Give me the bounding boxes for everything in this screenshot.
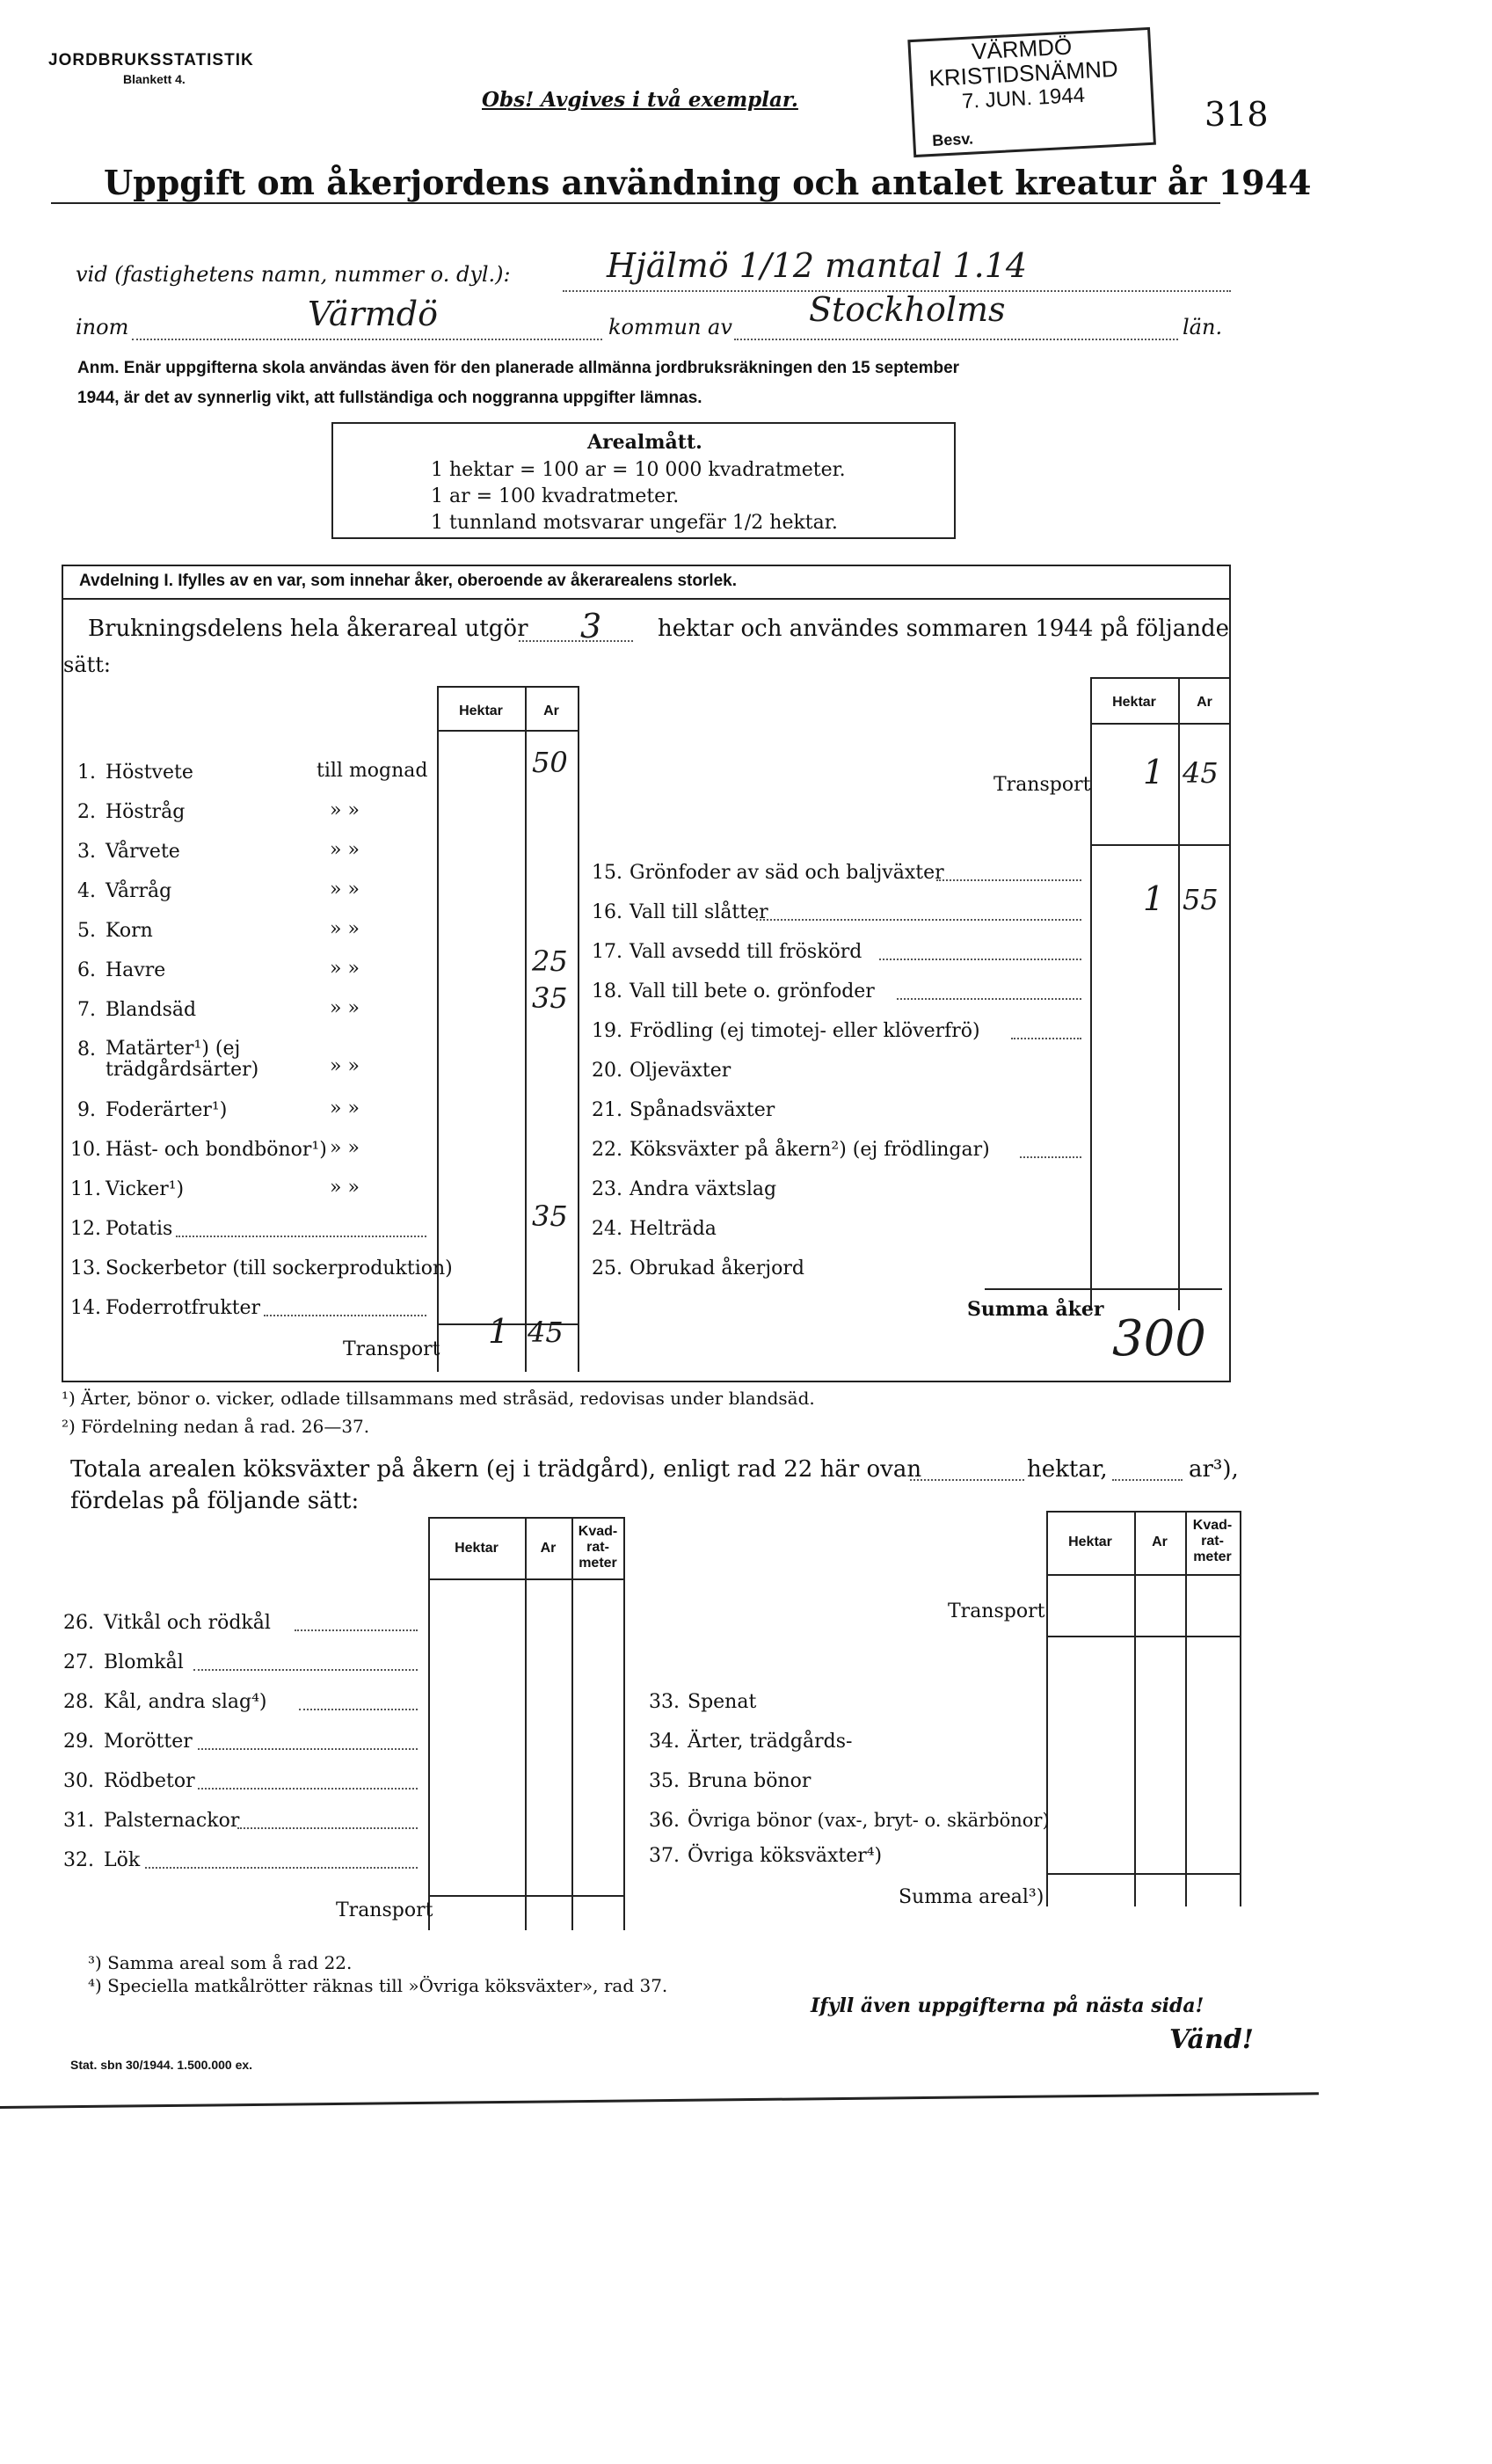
row-hektar-value[interactable]: 1 [1143, 879, 1165, 918]
row-number: 8. [77, 1039, 96, 1061]
form-title: Uppgift om åkerjordens användning och antalet kreatur år 1944 [104, 163, 1312, 202]
left-transport-ar[interactable]: 45 [528, 1316, 564, 1349]
arealmatt-line2: 1 ar = 100 kvadratmeter. [431, 485, 680, 507]
kok-left-col-kvm: Kvad-rat-meter [578, 1524, 618, 1571]
row-number: 35. [649, 1770, 680, 1792]
row-number: 27. [63, 1651, 94, 1673]
row-number: 18. [592, 980, 622, 1002]
row-label: Korn [106, 920, 153, 942]
property-name-value: Hjälmö 1/12 mantal 1.14 [607, 246, 1028, 285]
row-number: 28. [63, 1691, 94, 1713]
kok-right-transport: Transport [948, 1600, 1045, 1622]
row-label: Havre [106, 959, 166, 981]
row-number: 23. [592, 1178, 622, 1200]
row-label: Blomkål [104, 1651, 184, 1673]
row-label: Lök [104, 1849, 141, 1871]
row-suffix: till mognad [317, 760, 428, 782]
row-label: Spenat [688, 1691, 757, 1713]
arealmatt-line3: 1 tunnland motsvarar ungefär 1/2 hektar. [431, 512, 838, 534]
row-number: 5. [77, 920, 96, 942]
row-label: Höstråg [106, 801, 186, 823]
row-number: 15. [592, 862, 622, 884]
row-number: 14. [70, 1297, 101, 1319]
total-area-value: 3 [580, 607, 602, 645]
row-label: Häst- och bondbönor¹) [106, 1139, 327, 1161]
right-transport-ar[interactable]: 45 [1183, 756, 1219, 790]
row-label: Vårråg [106, 880, 172, 902]
row-number: 31. [63, 1810, 94, 1832]
row-label: Sockerbetor (till sockerproduktion) [106, 1258, 453, 1279]
row-number: 6. [77, 959, 96, 981]
row-number: 7. [77, 999, 96, 1021]
row-number: 36. [649, 1810, 680, 1832]
row-label: Höstvete [106, 762, 193, 784]
row-number: 26. [63, 1612, 94, 1634]
footnote-1: ¹) Ärter, bönor o. vicker, odlade tillsammans med stråsäd, redovisas under blandsäd. [62, 1388, 815, 1409]
row-number: 34. [649, 1731, 680, 1753]
kok-intro: Totala arealen köksväxter på åkern (ej i trädgård), enligt rad 22 här ovan [70, 1456, 922, 1483]
row-label: Obrukad åkerjord [630, 1258, 804, 1279]
row-number: 9. [77, 1099, 96, 1121]
footnote-3: ³) Samma areal som å rad 22. [88, 1952, 353, 1973]
page-number: 318 [1205, 95, 1269, 134]
row-label: Matärter¹) (ej trädgårdsärter) [106, 1038, 259, 1081]
left-transport-hektar[interactable]: 1 [488, 1312, 510, 1351]
obs-note: Obs! Avgives i två exemplar. [482, 88, 798, 112]
row-label: Övriga bönor (vax-, bryt- o. skärbönor) [688, 1810, 1050, 1831]
avd1-intro-a: Brukningsdelens hela åkerareal utgör [88, 616, 528, 642]
row-label: Vitkål och rödkål [104, 1612, 271, 1634]
left-col-hektar: Hektar [459, 703, 503, 718]
row-suffix: » » [330, 878, 360, 900]
row-label: Vall till slåtter [630, 901, 768, 923]
row-label: Helträda [630, 1218, 717, 1240]
right-col-hektar: Hektar [1112, 695, 1156, 710]
row-ar-value[interactable]: 55 [1183, 883, 1219, 916]
form-number: Blankett 4. [123, 72, 186, 86]
received-stamp [906, 10, 1154, 154]
kok-summa-areal: Summa areal³) [899, 1886, 1044, 1908]
row-number: 2. [77, 801, 96, 823]
arealmatt-line1: 1 hektar = 100 ar = 10 000 kvadratmeter. [431, 459, 846, 481]
arealmatt-title: Arealmått. [587, 431, 702, 454]
county-value: Stockholms [809, 290, 1006, 329]
row-ar-value[interactable]: 35 [532, 981, 568, 1015]
kok-right-col-kvm: Kvad-rat-meter [1192, 1518, 1233, 1564]
row-number: 30. [63, 1770, 94, 1792]
page-edge [0, 2092, 1319, 2109]
right-transport-hektar[interactable]: 1 [1143, 753, 1165, 791]
row-suffix: » » [330, 958, 360, 980]
kok-right-col-ar: Ar [1152, 1535, 1168, 1549]
avd1-intro-c: sätt: [63, 652, 111, 677]
row-number: 19. [592, 1020, 622, 1042]
anm-line2: 1944, är det av synnerlig vikt, att fullständiga och noggranna uppgifter lämnas. [77, 389, 702, 407]
footnote-2: ²) Fördelning nedan å rad. 26—37. [62, 1416, 370, 1437]
row-label: Grönfoder av säd och baljväxter [630, 862, 944, 884]
footnote-4: ⁴) Speciella matkålrötter räknas till »Övriga köksväxter», rad 37. [88, 1975, 668, 1996]
row-label: Vicker¹) [106, 1178, 185, 1200]
row-number: 17. [592, 941, 622, 963]
row-suffix: » » [330, 799, 360, 821]
inom-label: inom [76, 315, 129, 339]
avd1-heading: Avdelning I. Ifylles av en var, som innehar åker, oberoende av åkerarealens storlek. [79, 572, 738, 590]
row-number: 12. [70, 1218, 101, 1240]
row-label: Kål, andra slag⁴) [104, 1691, 267, 1713]
row-number: 11. [70, 1178, 101, 1200]
row-number: 3. [77, 841, 96, 863]
row-label: Vall avsedd till fröskörd [630, 941, 862, 963]
stamp-line1: VÄRMDÖ [971, 33, 1073, 65]
row-label: Morötter [104, 1731, 193, 1753]
row-number: 24. [592, 1218, 622, 1240]
row-number: 10. [70, 1139, 101, 1161]
row-suffix: » » [330, 918, 360, 940]
row-ar-value[interactable]: 35 [532, 1199, 568, 1233]
kok-ar-word: ar³), [1189, 1456, 1239, 1483]
row-label: Vall till bete o. grönfoder [630, 980, 875, 1002]
kok-left-col-hektar: Hektar [455, 1541, 499, 1556]
row-suffix: » » [330, 1097, 360, 1119]
row-number: 1. [77, 762, 96, 784]
left-transport-label: Transport [343, 1338, 440, 1360]
row-suffix: » » [330, 839, 360, 861]
row-number: 25. [592, 1258, 622, 1279]
summa-aker-label: Summa åker [967, 1298, 1104, 1321]
stamp-line2: KRISTIDSNÄMND [928, 55, 1119, 92]
row-label: Köksväxter på åkern²) (ej frödlingar) [630, 1139, 990, 1161]
row-label: Rödbetor [104, 1770, 195, 1792]
row-number: 32. [63, 1849, 94, 1871]
kok-right-col-hektar: Hektar [1068, 1535, 1112, 1549]
row-label: Andra växtslag [630, 1178, 777, 1200]
row-number: 4. [77, 880, 96, 902]
right-transport-label: Transport [993, 774, 1091, 796]
row-suffix: » » [330, 1137, 360, 1159]
municipality-value: Värmdö [308, 295, 439, 333]
row-number: 20. [592, 1060, 622, 1082]
row-label: Övriga köksväxter⁴) [688, 1845, 883, 1867]
row-label: Foderrotfrukter [106, 1297, 261, 1319]
left-col-ar: Ar [543, 703, 559, 718]
row-label: Ärter, trädgårds- [688, 1731, 853, 1753]
row-label: Frödling (ej timotej- eller klöverfrö) [630, 1020, 980, 1042]
row-suffix: » » [330, 1055, 360, 1077]
row-number: 13. [70, 1258, 101, 1279]
row-label: Bruna bönor [688, 1770, 812, 1792]
stamp-date: 7. JUN. 1944 [961, 83, 1086, 114]
anm-line1: Anm. Enär uppgifterna skola användas även för den planerade allmänna jordbruksräkningen den 15 september [77, 359, 960, 377]
row-number: 16. [592, 901, 622, 923]
row-label: Potatis [106, 1218, 173, 1240]
row-number: 37. [649, 1845, 680, 1867]
avd1-intro-b: hektar och användes sommaren 1944 på följande [658, 616, 1229, 642]
summa-aker-value[interactable]: 300 [1112, 1310, 1206, 1367]
row-label: Oljeväxter [630, 1060, 731, 1082]
row-number: 29. [63, 1731, 94, 1753]
stamp-besv: Besv. [931, 129, 974, 149]
kok-left-transport: Transport [336, 1899, 433, 1921]
row-suffix: » » [330, 997, 360, 1019]
turn-page-note: Vänd! [1169, 2024, 1254, 2055]
row-number: 22. [592, 1139, 622, 1161]
row-number: 21. [592, 1099, 622, 1121]
vid-label: vid (fastighetens namn, nummer o. dyl.): [76, 262, 511, 287]
row-label: Spånadsväxter [630, 1099, 775, 1121]
row-ar-value[interactable]: 25 [532, 944, 568, 978]
fill-next-page-note: Ifyll även uppgifterna på nästa sida! [811, 1994, 1205, 2017]
row-number: 33. [649, 1691, 680, 1713]
kommun-label: kommun av [608, 315, 732, 339]
kok-left-col-ar: Ar [540, 1541, 557, 1556]
lan-label: län. [1183, 315, 1223, 339]
print-info: Stat. sbn 30/1944. 1.500.000 ex. [70, 2058, 253, 2072]
row-label: Vårvete [106, 841, 180, 863]
kok-intro-b: fördelas på följande sätt: [70, 1488, 360, 1514]
kok-hektar-word: hektar, [1027, 1456, 1108, 1483]
row-ar-value[interactable]: 50 [532, 746, 568, 779]
row-label: Palsternackor [104, 1810, 240, 1832]
row-label: Blandsäd [106, 999, 197, 1021]
series-label: JORDBRUKSSTATISTIK [48, 51, 254, 69]
row-suffix: » » [330, 1177, 360, 1199]
row-label: Foderärter¹) [106, 1099, 228, 1121]
right-col-ar: Ar [1197, 695, 1212, 710]
